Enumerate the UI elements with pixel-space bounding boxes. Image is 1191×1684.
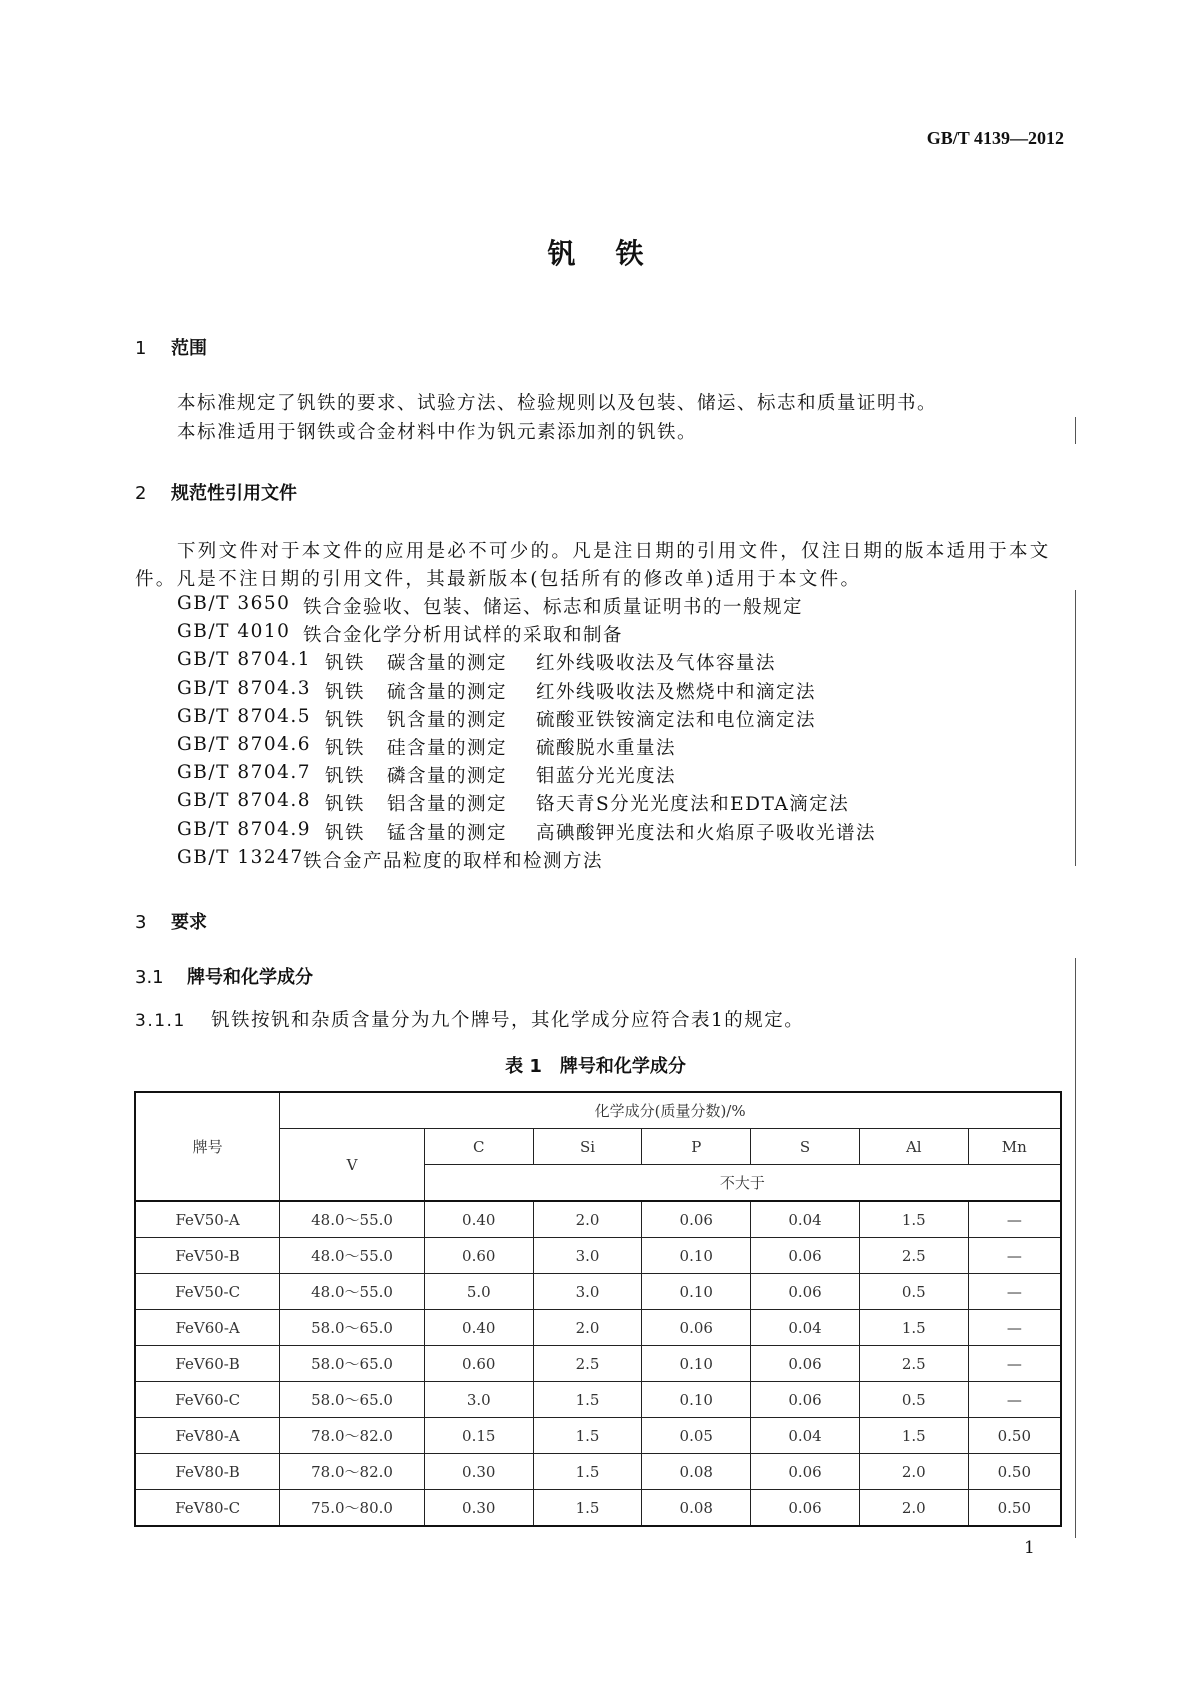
reference-title: 铁合金产品粒度的取样和检测方法 bbox=[303, 850, 604, 872]
table-cell: 0.5 bbox=[859, 1382, 968, 1418]
table-cell: FeV80-B bbox=[135, 1454, 280, 1490]
table-cell: 0.10 bbox=[642, 1382, 751, 1418]
table-cell: 2.0 bbox=[533, 1201, 642, 1238]
section-number: 3 bbox=[135, 912, 147, 933]
table-row bbox=[135, 1238, 1061, 1274]
table-cell: FeV60-C bbox=[135, 1382, 280, 1418]
section-title: 要求 bbox=[171, 912, 207, 933]
reference-item: 硫含量的测定 bbox=[387, 681, 508, 703]
reference-code: GB/T 3650 bbox=[177, 593, 291, 614]
table-cell: — bbox=[968, 1382, 1061, 1418]
table-cell: 0.50 bbox=[968, 1418, 1061, 1454]
reference-method: 红外线吸收法及燃烧中和滴定法 bbox=[536, 681, 817, 703]
reference-product: 钒铁 bbox=[325, 653, 366, 675]
table-row bbox=[135, 1310, 1061, 1346]
table-cell: 0.10 bbox=[642, 1238, 751, 1274]
table-row bbox=[135, 1346, 1061, 1382]
header-group: 化学成分(质量分数)/% bbox=[280, 1092, 1061, 1129]
clause-number: 3.1.1 bbox=[135, 1011, 186, 1031]
table-cell: 0.60 bbox=[424, 1238, 533, 1274]
table-cell: 0.08 bbox=[642, 1490, 751, 1527]
reference-code: GB/T 13247 bbox=[177, 846, 304, 868]
header-mn: Mn bbox=[968, 1129, 1061, 1165]
table-cell: 2.5 bbox=[533, 1346, 642, 1382]
paragraph-line: 本标准规定了钒铁的要求、试验方法、检验规则以及包装、储运、标志和质量证明书。 bbox=[177, 393, 938, 414]
header-si: Si bbox=[533, 1129, 642, 1165]
change-bar bbox=[1075, 958, 1076, 1538]
section-1-heading bbox=[135, 334, 207, 360]
header-not-more-than: 不大于 bbox=[424, 1165, 1061, 1202]
section-2-heading bbox=[135, 479, 297, 505]
table-cell: 58.0～65.0 bbox=[280, 1310, 425, 1346]
reference-product: 钒铁 bbox=[325, 766, 366, 788]
reference-code: GB/T 8704.8 bbox=[177, 790, 312, 812]
reference-method: 钼蓝分光光度法 bbox=[536, 766, 677, 788]
section-number: 2 bbox=[135, 483, 147, 504]
reference-code: GB/T 8704.9 bbox=[177, 818, 312, 840]
composition-table bbox=[134, 1091, 1062, 1527]
table-cell: 0.05 bbox=[642, 1418, 751, 1454]
reference-method: 红外线吸收法及气体容量法 bbox=[536, 653, 777, 675]
reference-item: 钒含量的测定 bbox=[387, 709, 508, 731]
reference-item: 碳含量的测定 bbox=[387, 653, 508, 675]
table-cell: 5.0 bbox=[424, 1274, 533, 1310]
table-cell: 2.0 bbox=[859, 1454, 968, 1490]
reference-title: 铁合金化学分析用试样的采取和制备 bbox=[303, 625, 624, 647]
reference-item: 磷含量的测定 bbox=[387, 766, 508, 788]
table-cell: FeV50-C bbox=[135, 1274, 280, 1310]
reference-code: GB/T 8704.3 bbox=[177, 677, 312, 699]
table-cell: 0.5 bbox=[859, 1274, 968, 1310]
section-title: 规范性引用文件 bbox=[171, 483, 297, 504]
table-cell: FeV50-A bbox=[135, 1201, 280, 1238]
page-number: 1 bbox=[1024, 1538, 1035, 1558]
table-cell: 0.06 bbox=[751, 1382, 860, 1418]
reference-code: GB/T 4010 bbox=[177, 621, 291, 643]
reference-code: GB/T 8704.5 bbox=[177, 705, 312, 727]
table-cell: 0.08 bbox=[642, 1454, 751, 1490]
table-cell: FeV60-B bbox=[135, 1346, 280, 1382]
table-cell: 0.04 bbox=[751, 1310, 860, 1346]
table-cell: 0.06 bbox=[642, 1201, 751, 1238]
table-cell: 58.0～65.0 bbox=[280, 1382, 425, 1418]
table-row bbox=[135, 1382, 1061, 1418]
table-cell: 0.04 bbox=[751, 1418, 860, 1454]
table-cell: 0.06 bbox=[751, 1274, 860, 1310]
reference-item: 硅含量的测定 bbox=[387, 738, 508, 759]
table-cell: 1.5 bbox=[533, 1418, 642, 1454]
reference-item: 锰含量的测定 bbox=[387, 822, 508, 844]
section-number: 1 bbox=[135, 338, 147, 359]
table-cell: 0.10 bbox=[642, 1346, 751, 1382]
subsection-3-1-heading bbox=[135, 963, 313, 989]
table-cell: — bbox=[968, 1310, 1061, 1346]
table-cell: 0.06 bbox=[751, 1454, 860, 1490]
table-cell: 0.50 bbox=[968, 1454, 1061, 1490]
table-cell: 0.10 bbox=[642, 1274, 751, 1310]
header-al: Al bbox=[859, 1129, 968, 1165]
reference-product: 钒铁 bbox=[325, 709, 366, 731]
table-caption: 表 1 牌号和化学成分 bbox=[505, 1056, 686, 1077]
table-cell: 2.0 bbox=[533, 1310, 642, 1346]
table-cell: FeV60-A bbox=[135, 1310, 280, 1346]
table-cell: 58.0～65.0 bbox=[280, 1346, 425, 1382]
table-row bbox=[135, 1454, 1061, 1490]
header-s: S bbox=[751, 1129, 860, 1165]
table-cell: 0.06 bbox=[751, 1490, 860, 1527]
reference-product: 钒铁 bbox=[325, 822, 366, 844]
table-cell: — bbox=[968, 1201, 1061, 1238]
reference-code: GB/T 8704.1 bbox=[177, 649, 312, 671]
reference-method: 铬天青S分光光度法和EDTA滴定法 bbox=[536, 794, 850, 816]
table-cell: 78.0～82.0 bbox=[280, 1454, 425, 1490]
table-cell: — bbox=[968, 1346, 1061, 1382]
section-title: 牌号和化学成分 bbox=[187, 967, 313, 988]
table-cell: 1.5 bbox=[533, 1490, 642, 1527]
table-cell: 0.30 bbox=[424, 1490, 533, 1527]
table-row bbox=[135, 1274, 1061, 1310]
table-cell: 0.06 bbox=[642, 1310, 751, 1346]
change-bar bbox=[1075, 417, 1076, 444]
table-cell: 75.0～80.0 bbox=[280, 1490, 425, 1527]
table-cell: 0.60 bbox=[424, 1346, 533, 1382]
paragraph-line: 本标准适用于钢铁或合金材料中作为钒元素添加剂的钒铁。 bbox=[177, 422, 698, 443]
header-c: C bbox=[424, 1129, 533, 1165]
table-cell: 3.0 bbox=[424, 1382, 533, 1418]
section-3-heading bbox=[135, 908, 207, 934]
table-cell: FeV80-C bbox=[135, 1490, 280, 1527]
section-number: 3.1 bbox=[135, 967, 164, 988]
reference-code: GB/T 8704.6 bbox=[177, 734, 312, 755]
reference-product: 钒铁 bbox=[325, 794, 366, 816]
table-cell: — bbox=[968, 1274, 1061, 1310]
table-row bbox=[135, 1418, 1061, 1454]
document-title: 钒铁 bbox=[547, 237, 684, 270]
section-title: 范围 bbox=[171, 338, 207, 359]
reference-code: GB/T 8704.7 bbox=[177, 762, 312, 784]
paragraph-line: 下列文件对于本文件的应用是必不可少的。凡是注日期的引用文件，仅注日期的版本适用于本文 bbox=[177, 541, 1051, 562]
table-cell: 0.30 bbox=[424, 1454, 533, 1490]
header-p: P bbox=[642, 1129, 751, 1165]
table-cell: 1.5 bbox=[533, 1454, 642, 1490]
reference-method: 高碘酸钾光度法和火焰原子吸收光谱法 bbox=[536, 822, 877, 844]
table-cell: FeV50-B bbox=[135, 1238, 280, 1274]
standard-number: GB/T 4139—2012 bbox=[926, 128, 1064, 148]
table-cell: 0.06 bbox=[751, 1346, 860, 1382]
table-row bbox=[135, 1201, 1061, 1238]
table-cell: 2.0 bbox=[859, 1490, 968, 1527]
reference-method: 硫酸亚铁铵滴定法和电位滴定法 bbox=[536, 709, 817, 731]
table-cell: 48.0～55.0 bbox=[280, 1201, 425, 1238]
table-cell: 2.5 bbox=[859, 1238, 968, 1274]
table-cell: 0.06 bbox=[751, 1238, 860, 1274]
table-cell: — bbox=[968, 1238, 1061, 1274]
table-cell: 3.0 bbox=[533, 1274, 642, 1310]
table-cell: 3.0 bbox=[533, 1238, 642, 1274]
table-cell: 48.0～55.0 bbox=[280, 1274, 425, 1310]
change-bar bbox=[1075, 590, 1076, 866]
table-row bbox=[135, 1490, 1061, 1527]
reference-method: 硫酸脱水重量法 bbox=[536, 738, 677, 759]
table-cell: 1.5 bbox=[859, 1201, 968, 1238]
reference-product: 钒铁 bbox=[325, 681, 366, 703]
table-cell: 2.5 bbox=[859, 1346, 968, 1382]
clause-3-1-1 bbox=[135, 1006, 804, 1032]
header-v: V bbox=[280, 1129, 425, 1202]
table-cell: 78.0～82.0 bbox=[280, 1418, 425, 1454]
table-cell: 0.40 bbox=[424, 1201, 533, 1238]
table-cell: 0.04 bbox=[751, 1201, 860, 1238]
table-cell: 1.5 bbox=[533, 1382, 642, 1418]
table-cell: 0.40 bbox=[424, 1310, 533, 1346]
table-cell: 0.15 bbox=[424, 1418, 533, 1454]
reference-item: 铝含量的测定 bbox=[387, 794, 508, 816]
reference-title: 铁合金验收、包装、储运、标志和质量证明书的一般规定 bbox=[303, 597, 804, 618]
table-cell: FeV80-A bbox=[135, 1418, 280, 1454]
reference-product: 钒铁 bbox=[325, 738, 366, 759]
paragraph-line: 件。凡是不注日期的引用文件，其最新版本(包括所有的修改单)适用于本文件。 bbox=[135, 569, 862, 590]
header-grade: 牌号 bbox=[135, 1092, 280, 1201]
table-cell: 0.50 bbox=[968, 1490, 1061, 1527]
table-cell: 1.5 bbox=[859, 1310, 968, 1346]
table-cell: 1.5 bbox=[859, 1418, 968, 1454]
table-cell: 48.0～55.0 bbox=[280, 1238, 425, 1274]
clause-text: 钒铁按钒和杂质含量分为九个牌号，其化学成分应符合表1的规定。 bbox=[211, 1010, 805, 1031]
